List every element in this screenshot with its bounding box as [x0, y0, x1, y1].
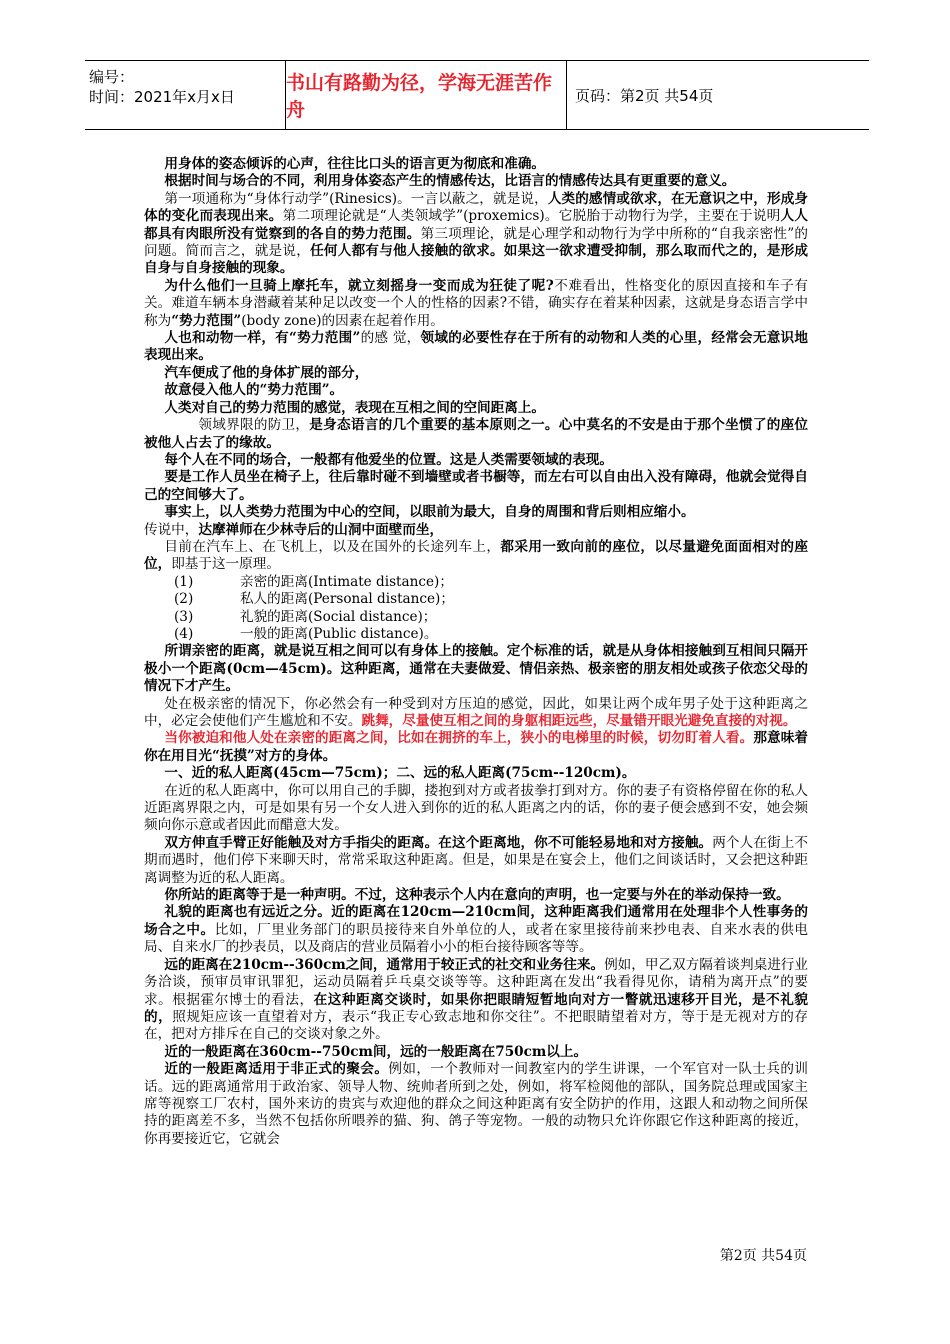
paragraph: 你所站的距离等于是一种声明。不过，这种表示个人内在意向的声明，也一定要与外在的举动保持一致。 — [164, 887, 790, 904]
header-meta — [85, 61, 285, 129]
list-item: (1) 亲密的距离(Intimate distance)； — [174, 573, 453, 590]
paragraph: 故意侵入他人的“势力范围”。 — [164, 382, 344, 399]
paragraph: 领域界限的防卫，是身态语言的几个重要的基本原则之一。心中莫名的不安是由于那个坐惯了的座位被他人占去了的缘故。 — [144, 417, 809, 451]
paragraph: 传说中，达摩禅师在少林寺后的山洞中面壁而坐， — [144, 521, 444, 538]
page-footer: 第2页 共54页 — [719, 1248, 807, 1264]
paragraph: 事实上，以人类势力范围为中心的空间，以眼前为最大，自身的周围和背后则相应缩小。 — [164, 504, 695, 521]
paragraph: 远的距离在210cm--360cm之间，通常用于较正式的社交和业务往来。例如，甲乙双方隔着谈判桌进行业务洽谈，预审员审讯罪犯，运动员隔着乒乓桌交谈等等。这种距离在发出“我看得见你，请稍为离开点”的要求。根据霍尔博士的看法，在这种距离交谈时，如果你把眼睛短暂地向对方一瞥就迅速移开目光，是不礼貌的，照规矩应该一直望着对方，表示“我正专心致志地和你交往”。不把眼睛望着对方，等于是无视对方的存在，把对方排斥在自己的交谈对象之外。 — [144, 956, 809, 1043]
paragraph: 在近的私人距离中，你可以用自己的手脚，搂抱到对方或者拔拳打到对方。你的妻子有资格停留在你的私人近距离界限之内，可是如果有另一个女人进入到你的近的私人距离之内的话，你的妻子便会感到不安，她会频频向你示意或者因此而醋意大发。 — [144, 782, 808, 834]
paragraph: 近的一般距离适用于非正式的聚会。例如，一个教师对一间教室内的学生讲课，一个军官对一队士兵的训话。远的距离通常用于政治家、领导人物、统帅者所到之处，例如，将军检阅他的部队，国务院总理或国家主席等视察工厂农村，国外来访的贵宾与欢迎他的群众之间这种距离有安全防护的作用，这跟人和动物之间所保持的距离差不多，当然不包括你所喂养的猫、狗、鸽子等宠物。一般的动物只允许你跟它作这种距离的接近，你再要接近它，它就会 — [144, 1061, 809, 1147]
paragraph: 人也和动物一样，有“势力范围”的感 觉，领域的必要性存在于所有的动物和人类的心里，经常会无意识地表现出来。 — [144, 330, 809, 364]
paragraph: 双方伸直手臂正好能触及对方手指尖的距离。在这个距离地，你不可能轻易地和对方接触。两个人在街上不期而遇时，他们停下来聊天时，常常采取这种距离。但是，如果是在宴会上，他们之间谈话时，又会把这种距离调整为近的私人距离。 — [144, 834, 809, 886]
time-label: 时间：2021年x月x日 — [89, 88, 235, 106]
paragraph: 当你被迫和他人处在亲密的距离之间，比如在拥挤的车上，狭小的电梯里的时候，切勿盯着人看。那意味着你在用目光“抚摸”对方的身体。 — [144, 730, 809, 764]
paragraph: 用身体的姿态倾诉的心声，往往比口头的语言更为彻底和准确。 — [164, 156, 546, 172]
paragraph: 处在极亲密的情况下，你必然会有一种受到对方压迫的感觉，因此，如果让两个成年男子处于这种距离之中，必定会使他们产生尴尬和不安。跳舞，尽量使互相之间的身躯相距远些，尽量错开眼光避免直接的对视。 — [144, 695, 808, 729]
paragraph: 目前在汽车上、在飞机上，以及在国外的长途列车上，都采用一致向前的座位，以尽量避免面面相对的座位，即基于这一原理。 — [144, 538, 809, 573]
number-label: 编号： — [89, 68, 135, 86]
paragraph: 为什么他们一旦骑上摩托车，就立刻摇身一变而成为狂徒了呢?不难看出，性格变化的原因直接和车子有关。难道车辆本身潜藏着某种足以改变一个人的性格的因素?不错，确实存在着某种因素，这就是身态语言学中称为“势力范围”(body zone)的因素在起着作用。 — [144, 277, 809, 329]
paragraph: 根据时间与场合的不同，利用身体姿态产生的情感传达，比语言的情感传达具有更重要的意义。 — [164, 173, 736, 190]
page-label: 页码：第2页 共54页 — [575, 86, 714, 105]
paragraph: 近的一般距离在360cm--750cm间，远的一般距离在750cm以上。 — [164, 1043, 588, 1060]
paragraph: 人类对自己的势力范围的感觉，表现在互相之间的空间距离上。 — [164, 399, 546, 416]
motto: 书山有路勤为径，学海无涯苦作舟 — [285, 61, 567, 129]
list-item: (3) 礼貌的距离(Social distance)； — [174, 608, 437, 625]
paragraph: 第一项通称为“身体行动学”(Rinesics)。一言以蔽之，就是说，人类的感情或欲求，在无意识之中，形成身体的变化而表现出来。第二项理论就是“人类领域学”(proxemics)。它脱胎于动物行为学，主要在于说明人人都具有肉眼所没有觉察到的各自的势力范围。第三项理论，就是心理学和动物行为学中所称的“自我亲密性”的问题。简而言之，就是说，任何人都有与他人接触的欲求。如果这一欲求遭受抑制，那么取而代之的，是形成自身与自身接触的现象。 — [144, 190, 809, 277]
paragraph: 汽车便成了他的身体扩展的部分， — [164, 364, 369, 381]
paragraph: 要是工作人员坐在椅子上，往后靠时碰不到墙壁或者书橱等，而左右可以自由出入没有障碍，他就会觉得自己的空间够大了。 — [144, 469, 808, 503]
list-item: (4) 一般的距离(Public distance)。 — [174, 625, 438, 642]
paragraph: 一、近的私人距离(45cm—75cm)；二、远的私人距离(75cm--120cm)。 — [164, 765, 636, 782]
page-header — [85, 60, 869, 130]
distance-list — [144, 574, 808, 644]
paragraph: 礼貌的距离也有远近之分。近的距离在120cm—210cm间，这种距离我们通常用在处理非个人性事务的场合之中。比如，厂里业务部门的职员接待来自外单位的人，或者在家里接待前来抄电表、自来水表的供电局、自来水厂的抄表员，以及商店的营业员隔着小小的柜台接待顾客等等。 — [144, 904, 809, 956]
paragraph: 所谓亲密的距离，就是说互相之间可以有身体上的接触。定个标准的话，就是从身体相接触到互相间只隔开极小一个距离(0cm—45cm)。这种距离，通常在夫妻做爱、情侣亲热、极亲密的朋友相处或孩子依恋父母的情况下才产生。 — [144, 643, 808, 695]
list-item: (2) 私人的距离(Personal distance)； — [174, 591, 454, 608]
paragraph: 每个人在不同的场合，一般都有他爱坐的位置。这是人类需要领域的表现。 — [164, 451, 613, 468]
document-body — [144, 156, 808, 1148]
